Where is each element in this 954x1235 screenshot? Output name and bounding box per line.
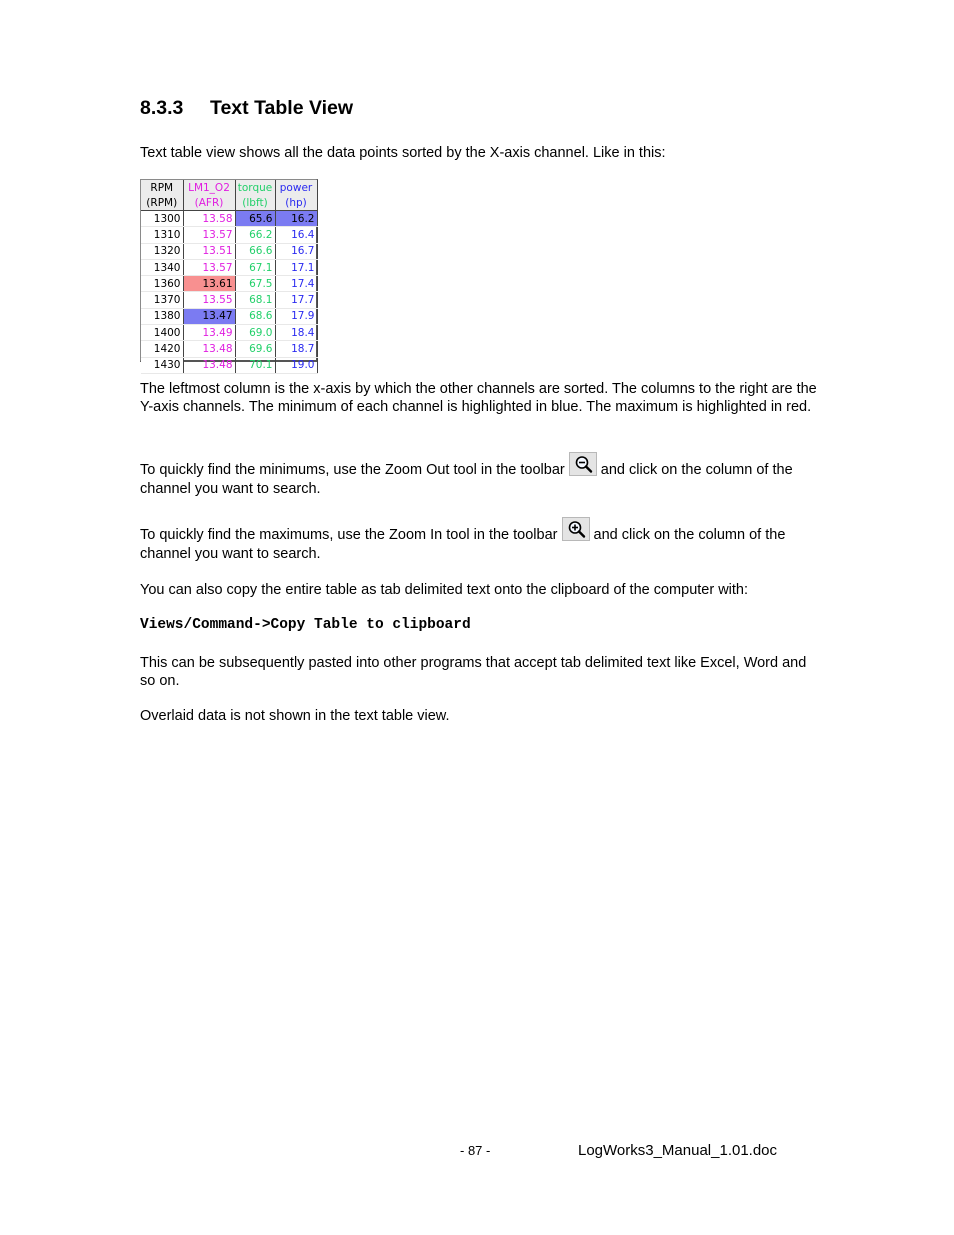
table-cell: 13.58 [183, 211, 235, 227]
table-cell: 1370 [141, 292, 183, 308]
overlaid-paragraph: Overlaid data is not shown in the text table view. [140, 708, 450, 724]
table-cell: 68.6 [235, 308, 275, 324]
table-cell: 66.2 [235, 227, 275, 243]
zoom-in-icon [562, 517, 590, 541]
footer-document-name: LogWorks3_Manual_1.01.doc [578, 1142, 778, 1159]
table-row [141, 243, 317, 259]
table-cell: 1360 [141, 276, 183, 292]
copy-paragraph: You can also copy the entire table as tab delimited text onto the clipboard of the computer with: [140, 582, 749, 598]
table-cell: 70.1 [235, 357, 275, 373]
table-cell: 69.6 [235, 341, 275, 357]
table-cell: 1430 [141, 357, 183, 373]
table-cell: 13.48 [183, 357, 235, 373]
table-cell: 13.57 [183, 259, 235, 275]
table-row [141, 357, 317, 373]
table-row [141, 227, 317, 243]
table-cell: 68.1 [235, 292, 275, 308]
zoom-out-text-a: To quickly find the minimums, use the Zoom Out tool in the toolbar [140, 462, 565, 478]
copy-command: Views/Command->Copy Table to clipboard [140, 617, 471, 633]
table-cell: 13.48 [183, 341, 235, 357]
column-header-unit: (hp) [275, 195, 317, 211]
table-cell: 1380 [141, 308, 183, 324]
text-table-screenshot [140, 179, 318, 372]
table-cell: 1400 [141, 325, 183, 341]
table-cell: 13.51 [183, 243, 235, 259]
zoom-in-text-a: To quickly find the maximums, use the Zoom In tool in the toolbar [140, 527, 558, 543]
table-cell: 16.7 [275, 243, 317, 259]
footer-page-number: - 87 - [460, 1143, 491, 1158]
column-header-unit: (RPM) [141, 195, 183, 211]
section-number: 8.3.3 [140, 97, 184, 119]
table-cell: 67.5 [235, 276, 275, 292]
zoom-out-icon [569, 452, 597, 476]
column-header-name: power [275, 180, 317, 195]
zoom-out-paragraph [140, 452, 820, 499]
table-cell: 17.1 [275, 259, 317, 275]
table-cell: 13.61 [183, 276, 235, 292]
table-cell: 17.9 [275, 308, 317, 324]
zoom-in-text-b: and click on the column of the channel you want to search. [140, 527, 786, 562]
table-cell: 18.4 [275, 325, 317, 341]
table-cell: 13.57 [183, 227, 235, 243]
table-cell: 13.49 [183, 325, 235, 341]
column-header-name: torque [235, 180, 275, 195]
table-cell: 13.55 [183, 292, 235, 308]
table-cell: 67.1 [235, 259, 275, 275]
columns-paragraph: The leftmost column is the x-axis by which the other channels are sorted. The columns to the right are the Y-axis channels. The minimum of each channel is highlighted in blue. The maximum is highlighted in red. [140, 381, 817, 415]
table-row [141, 276, 317, 292]
table-cell: 1420 [141, 341, 183, 357]
table-header-units [141, 195, 317, 211]
table-cell: 69.0 [235, 325, 275, 341]
table-cell: 65.6 [235, 211, 275, 227]
table-cell: 17.4 [275, 276, 317, 292]
table-row [141, 259, 317, 275]
table-row [141, 325, 317, 341]
table-cell: 16.4 [275, 227, 317, 243]
table-body [141, 211, 317, 374]
table-cell: 19.0 [275, 357, 317, 373]
table-cell: 1340 [141, 259, 183, 275]
column-header-unit: (lbft) [235, 195, 275, 211]
column-header-name: RPM [141, 180, 183, 195]
table-row [141, 341, 317, 357]
column-header-name: LM1_O2 [183, 180, 235, 195]
table-cell: 18.7 [275, 341, 317, 357]
table-cell: 1310 [141, 227, 183, 243]
table-cell: 16.2 [275, 211, 317, 227]
table-cell: 1300 [141, 211, 183, 227]
section-title: Text Table View [210, 97, 354, 119]
intro-paragraph: Text table view shows all the data points sorted by the X-axis channel. Like in this: [140, 145, 666, 161]
table-row [141, 211, 317, 227]
table-row [141, 292, 317, 308]
zoom-out-text-b: and click on the column of the channel you want to search. [140, 462, 793, 497]
table-cell: 1320 [141, 243, 183, 259]
section-heading [140, 97, 353, 120]
paste-paragraph: This can be subsequently pasted into other programs that accept tab delimited text like Excel, Word and so on. [140, 655, 807, 689]
table-cell: 17.7 [275, 292, 317, 308]
table-cell: 66.6 [235, 243, 275, 259]
table-header-names [141, 180, 317, 195]
data-table [141, 180, 318, 374]
column-header-unit: (AFR) [183, 195, 235, 211]
table-cell: 13.47 [183, 308, 235, 324]
table-row [141, 308, 317, 324]
zoom-in-paragraph [140, 517, 820, 564]
